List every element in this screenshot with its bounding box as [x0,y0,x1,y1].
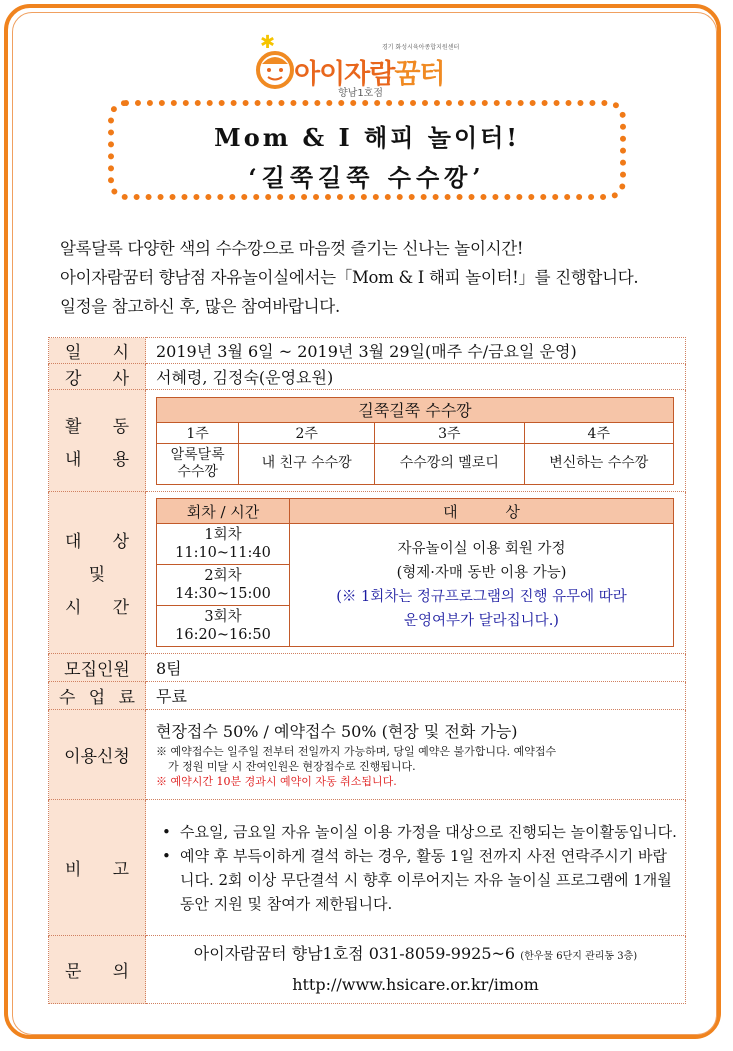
target-header: 대 상 [290,499,674,524]
intro-line3: 일정을 참고하신 후, 많은 참여바랍니다. [60,297,340,316]
apply-note2: 가 정원 미달 시 잔여인원은 현장접수로 진행됩니다. [168,760,416,773]
face-icon [254,48,296,90]
apply-note1: ※ 예약접수는 일주일 전부터 전일까지 가능하며, 당일 예약은 불가합니다. 예약접수 [156,745,557,758]
intro-line1: 알록달록 다양한 색의 수수깡으로 마음껏 즐기는 신나는 놀이시간! [60,239,524,258]
recruit-value: 8팀 [146,654,686,682]
activity-header: 길쭉길쭉 수수깡 [157,397,674,422]
title-line2: ‘길쭉길쭉 수수깡’ [248,163,486,192]
row-activity: 활 동 내 용 길쭉길쭉 수수깡 1주 2주 3주 4주 알록달록 수수깡 내 친구 수수깡 수수깡의 멜로디 변신하는 수수깡 [49,390,686,492]
logo-name: 아이자람꿈터 [294,59,445,90]
week-content: 알록달록 수수깡 [157,443,239,484]
session-header: 회차 / 시간 [157,499,290,524]
row-remarks: 비 고 • 수요일, 금요일 자유 놀이실 이용 가정을 대상으로 진행되는 놀이활동입니다. • 예약 후 부득이하게 결석 하는 경우, 활동 1일 전까지 사전 연락주시기 바랍니다. 2회 이상 무단결석 시 향후 이루어지는 자유 놀이실 프로그램에 1개월 동안 지원 및 참여가 제한됩니다. [49,800,686,936]
logo [252,34,492,102]
logo-branch: 향남1호점 [338,88,384,99]
remarks-list [146,814,685,922]
row-apply: 이용신청 현장접수 50% / 예약접수 50% (현장 및 전화 가능) ※ 예약접수는 일주일 전부터 전일까지 가능하며, 당일 예약은 불가합니다. 예약접수 가 정원 미달 시 잔여인원은 현장접수로 진행됩니다. ※ 예약시간 10분 경과시 예약이 자동 취소됩니다. [49,710,686,800]
target-desc: 자유놀이실 이용 회원 가정 (형제·자매 동반 이용 가능) (※ 1회차는 정규프로그램의 진행 유무에 따라 운영여부가 달라집니다.) [290,524,674,647]
week-content: 변신하는 수수깡 [524,443,673,484]
session-slot: 2회차 14:30~15:00 [157,565,290,606]
apply-main: 현장접수 50% / 예약접수 50% (현장 및 전화 가능) [156,722,518,741]
session-slot: 3회차 16:20~16:50 [157,606,290,647]
row-contact: 문 의 아이자람꿈터 향남1호점 031-8059-9925~6 (한우물 6단지 관리동 3층) http://www.hsicare.or.kr/imom [49,936,686,1004]
intro-line2: 아이자람꿈터 향남점 자유놀이실에서는「Mom & I 해피 놀이터!」를 진행합니다. [60,268,639,287]
apply-note3: ※ 예약시간 10분 경과시 예약이 자동 취소됩니다. [156,775,397,788]
week-label: 1주 [157,422,239,443]
week-content: 내 친구 수수깡 [239,443,375,484]
row-fee: 수 업 료 무료 [49,682,686,710]
schedule-value: 2019년 3월 6일 ~ 2019년 3월 29일(매주 수/금요일 운영) [146,338,686,364]
intro-text [60,234,638,321]
instructor-value: 서혜령, 김정숙(운영요원) [146,364,686,390]
week-label: 4주 [524,422,673,443]
title-box [108,100,626,200]
row-schedule: 일 시 2019년 3월 6일 ~ 2019년 3월 29일(매주 수/금요일 운영) [49,338,686,364]
remark-item: • 수요일, 금요일 자유 놀이실 이용 가정을 대상으로 진행되는 놀이활동입니다. [162,820,677,844]
week-label: 2주 [239,422,375,443]
fee-value: 무료 [146,682,686,710]
session-table [156,498,674,647]
remark-item: • 예약 후 부득이하게 결석 하는 경우, 활동 1일 전까지 사전 연락주시기 바랍니다. 2회 이상 무단결석 시 향후 이루어지는 자유 놀이실 프로그램에 1개월 동안 지원 및 참여가 제한됩니다. [162,844,677,916]
contact-url[interactable]: http://www.hsicare.or.kr/imom [292,975,539,994]
week-label: 3주 [375,422,524,443]
row-recruit: 모집인원 8팀 [49,654,686,682]
org-name: 경기 화성시육아종합지원센터 [382,44,460,51]
session-slot: 1회차 11:10~11:40 [157,524,290,565]
week-content: 수수깡의 멜로디 [375,443,524,484]
row-target: 대 상 및 시 간 회차 / 시간 대 상 1회차 11:10~11:40 자유놀이실 이용 회원 가정 (형제·자매 동반 이용 가능) (※ 1회차는 정규프로그램의 진행 유무에 따라 운영여부가 달라집니다.) 2회차 14:30~15:00 3회차 16:20~16:50 [49,492,686,654]
info-table [48,337,686,1004]
row-instructor: 강 사 서혜령, 김정숙(운영요원) [49,364,686,390]
title-line1: Mom & I 해피 놀이터! [214,123,520,152]
contact-main: 아이자람꿈터 향남1호점 031-8059-9925~6 (한우물 6단지 관리동 3층) [193,944,638,963]
activity-table [156,397,674,485]
star-icon: ✱ [260,32,276,53]
